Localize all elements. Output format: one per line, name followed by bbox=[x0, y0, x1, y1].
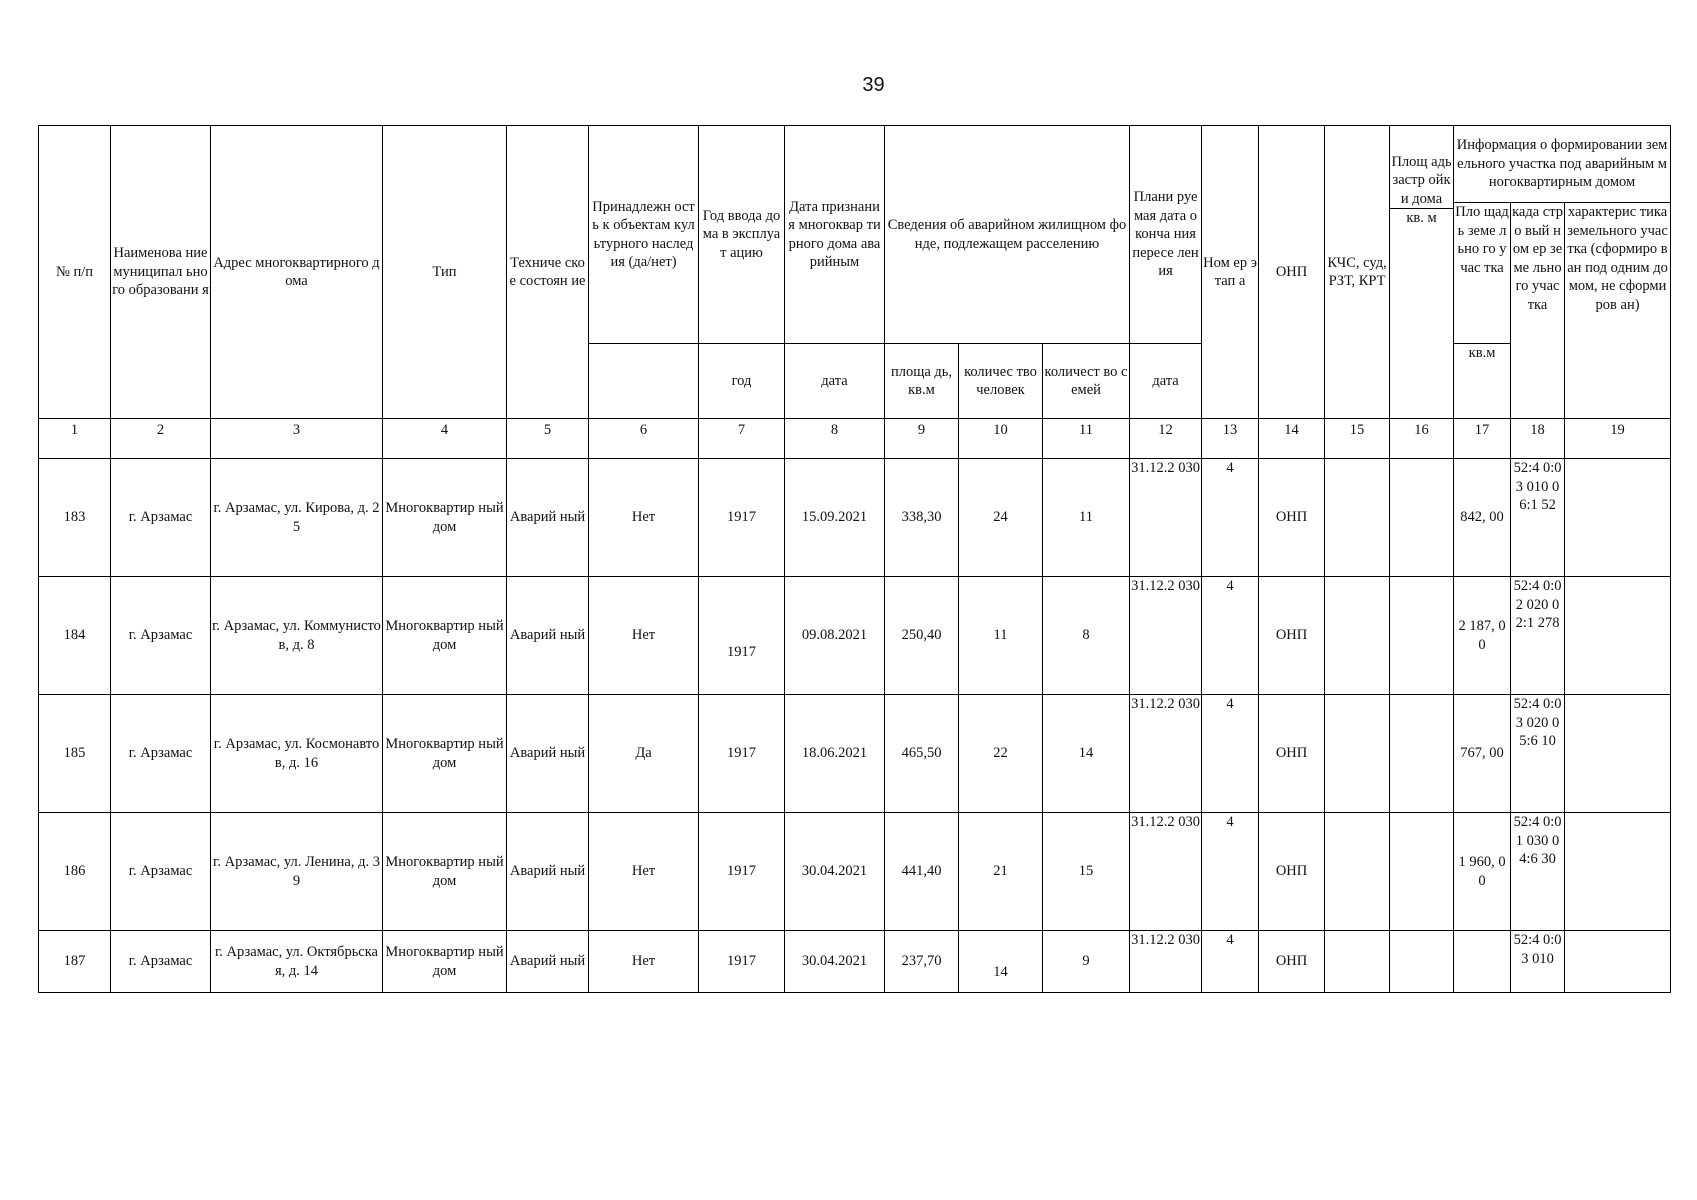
heritage-cell: Нет bbox=[589, 813, 699, 931]
column-number: 13 bbox=[1202, 419, 1259, 459]
header-unit-blank bbox=[589, 344, 699, 419]
header-unit-people: количес тво человек bbox=[959, 344, 1043, 419]
land-area-cell: 2 187, 00 bbox=[1454, 577, 1511, 695]
header-land-char: характерис тика земельного участка (сформиро ван под одним домом, не сформиров ан) bbox=[1565, 203, 1671, 419]
column-number: 6 bbox=[589, 419, 699, 459]
row-number: 186 bbox=[39, 813, 111, 931]
people-value: 14 bbox=[993, 964, 1008, 981]
area-cell: 465,50 bbox=[885, 695, 959, 813]
header-housing-info: Сведения об аварийном жилищном фонде, подлежащем расселению bbox=[885, 126, 1130, 344]
planned-date-cell: 31.12.2 030 bbox=[1130, 459, 1202, 577]
land-area-cell: 842, 00 bbox=[1454, 459, 1511, 577]
onp-cell: ОНП bbox=[1259, 577, 1325, 695]
column-number: 17 bbox=[1454, 419, 1511, 459]
municipality-cell: г. Арзамас bbox=[111, 813, 211, 931]
address-cell: г. Арзамас, ул. Космонавтов, д. 16 bbox=[211, 695, 383, 813]
kchs-cell bbox=[1325, 577, 1390, 695]
row-number: 185 bbox=[39, 695, 111, 813]
people-cell: 22 bbox=[959, 695, 1043, 813]
year-cell bbox=[699, 577, 785, 695]
header-land-area: Пло щадь земе льно го учас тка bbox=[1454, 203, 1511, 344]
type-cell: Многоквартир ный дом bbox=[383, 813, 507, 931]
families-cell: 11 bbox=[1043, 459, 1130, 577]
state-cell: Аварий ный bbox=[507, 577, 589, 695]
table-row bbox=[39, 695, 1671, 813]
cadastral-cell: 52:4 0:03 010 06:1 52 bbox=[1511, 459, 1565, 577]
column-numbers-row bbox=[39, 419, 1671, 459]
header-no: № п/п bbox=[39, 126, 111, 419]
land-char-cell bbox=[1565, 695, 1671, 813]
state-cell: Аварий ный bbox=[507, 813, 589, 931]
cadastral-cell: 52:4 0:03 020 05:6 10 bbox=[1511, 695, 1565, 813]
cadastral-cell: 52:4 0:01 030 04:6 30 bbox=[1511, 813, 1565, 931]
stage-cell: 4 bbox=[1202, 459, 1259, 577]
column-number: 14 bbox=[1259, 419, 1325, 459]
year-value: 1917 bbox=[727, 644, 756, 661]
land-char-cell bbox=[1565, 813, 1671, 931]
area-cell: 338,30 bbox=[885, 459, 959, 577]
header-unit-sqm: кв. м bbox=[1390, 209, 1454, 419]
date-cell: 30.04.2021 bbox=[785, 931, 885, 993]
build-area-cell bbox=[1390, 813, 1454, 931]
stage-cell: 4 bbox=[1202, 813, 1259, 931]
build-area-cell bbox=[1390, 695, 1454, 813]
onp-cell: ОНП bbox=[1259, 813, 1325, 931]
build-area-cell bbox=[1390, 931, 1454, 993]
row-number: 187 bbox=[39, 931, 111, 993]
column-number: 5 bbox=[507, 419, 589, 459]
land-char-cell bbox=[1565, 931, 1671, 993]
header-municipality: Наименова ние муниципал ьного образовани я bbox=[111, 126, 211, 419]
address-cell: г. Арзамас, ул. Коммунистов, д. 8 bbox=[211, 577, 383, 695]
header-planned-date: Плани руемая дата оконча ния пересе ления bbox=[1130, 126, 1202, 344]
year-cell: 1917 bbox=[699, 459, 785, 577]
date-cell: 18.06.2021 bbox=[785, 695, 885, 813]
build-area-cell bbox=[1390, 577, 1454, 695]
date-cell: 09.08.2021 bbox=[785, 577, 885, 695]
column-number: 19 bbox=[1565, 419, 1671, 459]
column-number: 8 bbox=[785, 419, 885, 459]
column-number: 10 bbox=[959, 419, 1043, 459]
cadastral-cell: 52:4 0:03 010 bbox=[1511, 931, 1565, 993]
header-kchs: КЧС, суд, РЗТ, КРТ bbox=[1325, 126, 1390, 419]
onp-cell: ОНП bbox=[1259, 695, 1325, 813]
header-unit-date: дата bbox=[785, 344, 885, 419]
table-row bbox=[39, 459, 1671, 577]
people-cell: 21 bbox=[959, 813, 1043, 931]
municipality-cell: г. Арзамас bbox=[111, 931, 211, 993]
land-char-cell bbox=[1565, 459, 1671, 577]
column-number: 18 bbox=[1511, 419, 1565, 459]
header-address: Адрес многоквартирного дома bbox=[211, 126, 383, 419]
header-onp: ОНП bbox=[1259, 126, 1325, 419]
kchs-cell bbox=[1325, 813, 1390, 931]
area-cell: 237,70 bbox=[885, 931, 959, 993]
people-cell: 11 bbox=[959, 577, 1043, 695]
year-cell: 1917 bbox=[699, 931, 785, 993]
date-cell: 30.04.2021 bbox=[785, 813, 885, 931]
column-number: 11 bbox=[1043, 419, 1130, 459]
stage-cell: 4 bbox=[1202, 577, 1259, 695]
planned-date-cell: 31.12.2 030 bbox=[1130, 695, 1202, 813]
header-unit-kvm: кв.м bbox=[1454, 344, 1511, 419]
year-cell: 1917 bbox=[699, 695, 785, 813]
kchs-cell bbox=[1325, 695, 1390, 813]
header-year-commission: Год ввода дома в эксплуат ацию bbox=[699, 126, 785, 344]
planned-date-cell: 31.12.2 030 bbox=[1130, 931, 1202, 993]
table-row bbox=[39, 577, 1671, 695]
land-area-cell: 1 960, 00 bbox=[1454, 813, 1511, 931]
column-number: 9 bbox=[885, 419, 959, 459]
header-land-info: Информация о формировании земельного участка под аварийным многоквартирным домом bbox=[1454, 126, 1671, 203]
planned-date-cell: 31.12.2 030 bbox=[1130, 813, 1202, 931]
row-number: 184 bbox=[39, 577, 111, 695]
header-unit-planned-date: дата bbox=[1130, 344, 1202, 419]
row-number: 183 bbox=[39, 459, 111, 577]
people-cell bbox=[959, 931, 1043, 993]
table-row bbox=[39, 931, 1671, 993]
column-number: 15 bbox=[1325, 419, 1390, 459]
column-number: 4 bbox=[383, 419, 507, 459]
header-tech-state: Техниче ское состоян ие bbox=[507, 126, 589, 419]
heritage-cell: Нет bbox=[589, 931, 699, 993]
column-number: 1 bbox=[39, 419, 111, 459]
address-cell: г. Арзамас, ул. Кирова, д. 25 bbox=[211, 459, 383, 577]
emergency-housing-table bbox=[38, 125, 1671, 993]
area-cell: 250,40 bbox=[885, 577, 959, 695]
header-cadastral: када стро вый ном ер земе льно го учас тка bbox=[1511, 203, 1565, 419]
header-heritage: Принадлежн ость к объектам культурного наследия (да/нет) bbox=[589, 126, 699, 344]
year-cell: 1917 bbox=[699, 813, 785, 931]
address-cell: г. Арзамас, ул. Октябрьская, д. 14 bbox=[211, 931, 383, 993]
stage-cell: 4 bbox=[1202, 931, 1259, 993]
municipality-cell: г. Арзамас bbox=[111, 695, 211, 813]
families-cell: 8 bbox=[1043, 577, 1130, 695]
type-cell: Многоквартир ный дом bbox=[383, 695, 507, 813]
column-number: 12 bbox=[1130, 419, 1202, 459]
header-row-top bbox=[39, 126, 1671, 203]
planned-date-cell: 31.12.2 030 bbox=[1130, 577, 1202, 695]
header-stage: Ном ер этап а bbox=[1202, 126, 1259, 419]
header-recognition-date: Дата признания многоквар тирного дома аварийным bbox=[785, 126, 885, 344]
land-char-cell bbox=[1565, 577, 1671, 695]
type-cell: Многоквартир ный дом bbox=[383, 459, 507, 577]
build-area-cell bbox=[1390, 459, 1454, 577]
people-cell: 24 bbox=[959, 459, 1043, 577]
column-number: 16 bbox=[1390, 419, 1454, 459]
column-number: 2 bbox=[111, 419, 211, 459]
area-cell: 441,40 bbox=[885, 813, 959, 931]
table-row bbox=[39, 813, 1671, 931]
state-cell: Аварий ный bbox=[507, 459, 589, 577]
kchs-cell bbox=[1325, 459, 1390, 577]
header-type: Тип bbox=[383, 126, 507, 419]
heritage-cell: Да bbox=[589, 695, 699, 813]
header-unit-area: площа дь, кв.м bbox=[885, 344, 959, 419]
state-cell: Аварий ный bbox=[507, 931, 589, 993]
heritage-cell: Нет bbox=[589, 577, 699, 695]
onp-cell: ОНП bbox=[1259, 459, 1325, 577]
page-number: 39 bbox=[862, 74, 885, 96]
header-build-area: Площ адь застр ойки дома bbox=[1390, 126, 1454, 209]
header-unit-families: количест во семей bbox=[1043, 344, 1130, 419]
families-cell: 14 bbox=[1043, 695, 1130, 813]
onp-cell: ОНП bbox=[1259, 931, 1325, 993]
cadastral-cell: 52:4 0:02 020 02:1 278 bbox=[1511, 577, 1565, 695]
state-cell: Аварий ный bbox=[507, 695, 589, 813]
families-cell: 15 bbox=[1043, 813, 1130, 931]
kchs-cell bbox=[1325, 931, 1390, 993]
land-area-cell: 767, 00 bbox=[1454, 695, 1511, 813]
address-cell: г. Арзамас, ул. Ленина, д. 39 bbox=[211, 813, 383, 931]
date-cell: 15.09.2021 bbox=[785, 459, 885, 577]
stage-cell: 4 bbox=[1202, 695, 1259, 813]
municipality-cell: г. Арзамас bbox=[111, 459, 211, 577]
heritage-cell: Нет bbox=[589, 459, 699, 577]
families-cell: 9 bbox=[1043, 931, 1130, 993]
municipality-cell: г. Арзамас bbox=[111, 577, 211, 695]
column-number: 3 bbox=[211, 419, 383, 459]
column-number: 7 bbox=[699, 419, 785, 459]
land-area-cell bbox=[1454, 931, 1511, 993]
header-unit-year: год bbox=[699, 344, 785, 419]
type-cell: Многоквартир ный дом bbox=[383, 931, 507, 993]
type-cell: Многоквартир ный дом bbox=[383, 577, 507, 695]
